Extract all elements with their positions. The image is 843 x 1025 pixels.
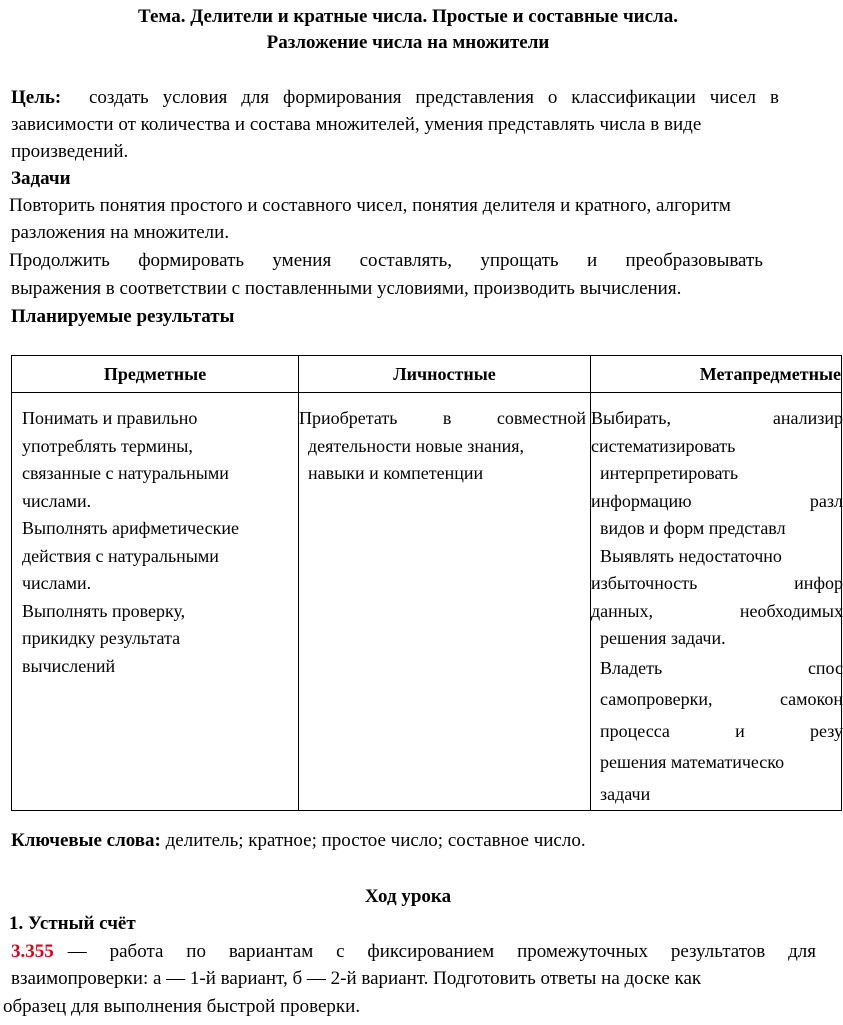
- meta-result-line: Выявлять недостаточно: [600, 545, 782, 566]
- goal-line-1: [11, 87, 779, 109]
- column-header-personal: Личностные: [299, 356, 591, 393]
- tasks-line-4: выражения в соответствии с поставленными условиями, производить вычисления.: [11, 278, 682, 299]
- personal-result-line: Приобретать в совместной: [299, 408, 586, 428]
- exercise-line-2: взаимопроверки: а — 1-й вариант, б — 2-й вариант. Подготовить ответы на доске как: [11, 968, 702, 989]
- goal-line-2: зависимости от количества и состава множителей, умения представлять числа в виде: [11, 114, 702, 135]
- section-oral-count: 1. Устный счёт: [9, 913, 136, 934]
- results-table: [11, 355, 842, 811]
- meta-result-line: избыточность инфор: [591, 573, 843, 593]
- meta-results-cell: [591, 393, 842, 811]
- lesson-heading: Ход урока: [364, 886, 452, 907]
- title-line-1: Тема. Делители и кратные числа. Простые и составные числа.: [138, 6, 678, 27]
- exercise-line-1: [11, 941, 816, 963]
- tasks-line-1: Повторить понятия простого и составного чисел, понятия делителя и кратного, алгоритм: [9, 195, 731, 216]
- subject-result-line: Выполнять арифметические: [22, 518, 239, 538]
- title-line-2: Разложение числа на множители: [266, 32, 550, 53]
- tasks-line-2: разложения на множители.: [11, 222, 230, 243]
- results-heading: Планируемые результаты: [11, 306, 235, 327]
- subject-result-line: вычислений: [22, 655, 116, 676]
- exercise-number: 3.355: [11, 941, 54, 962]
- meta-result-line: решения математическо: [600, 752, 785, 772]
- subject-result-line: Выполнять проверку,: [22, 600, 186, 621]
- tasks-heading: Задачи: [11, 168, 71, 189]
- subject-result-line: числами.: [22, 573, 92, 593]
- personal-result-line: навыки и компетенции: [308, 463, 484, 483]
- meta-result-line: процесса и резу: [600, 720, 843, 741]
- results-header-row: [12, 356, 842, 393]
- subject-result-line: числами.: [22, 490, 92, 511]
- meta-result-line: информацию разл: [591, 490, 843, 511]
- keywords-label: Ключевые слова:: [11, 830, 161, 851]
- meta-result-line: систематизировать: [591, 435, 736, 456]
- tasks-line-3: Продолжить формировать умения составлять, упрощать и преобразовывать: [9, 250, 763, 271]
- subject-result-line: Понимать и правильно: [22, 408, 198, 428]
- results-body-row: [12, 393, 842, 811]
- meta-result-line: интерпретировать: [600, 463, 739, 483]
- meta-result-line: самопроверки, самокон: [600, 689, 843, 709]
- meta-result-line: Владеть спос: [600, 657, 843, 678]
- exercise-text-1: — работа по вариантам с фиксированием промежуточных результатов для: [67, 941, 816, 962]
- meta-result-line: Выбирать, анализир: [591, 408, 843, 428]
- personal-result-line: деятельности новые знания,: [308, 435, 525, 456]
- meta-result-line: данных, необходимых: [591, 600, 843, 621]
- meta-result-line: решения задачи.: [600, 628, 726, 648]
- subject-result-line: действия с натуральными: [22, 545, 219, 566]
- keywords-line: [11, 830, 586, 852]
- keywords-text: делитель; кратное; простое число; составное число.: [165, 830, 586, 851]
- goal-label: Цель:: [11, 87, 62, 108]
- meta-result-line: видов и форм представл: [600, 518, 786, 538]
- column-header-meta: Метапредметные: [591, 356, 842, 393]
- subject-results-cell: [12, 393, 299, 811]
- personal-results-cell: [299, 393, 591, 811]
- subject-result-line: употреблять термины,: [22, 435, 193, 456]
- goal-text-1: создать условия для формирования представления о классификации чисел в: [89, 87, 779, 108]
- exercise-line-3: образец для выполнения быстрой проверки.: [3, 996, 361, 1017]
- meta-result-line: задачи: [600, 783, 651, 804]
- goal-line-3: произведений.: [11, 141, 129, 162]
- subject-result-line: прикидку результата: [22, 628, 181, 648]
- subject-result-line: связанные с натуральными: [22, 463, 229, 483]
- column-header-subject: Предметные: [12, 356, 299, 393]
